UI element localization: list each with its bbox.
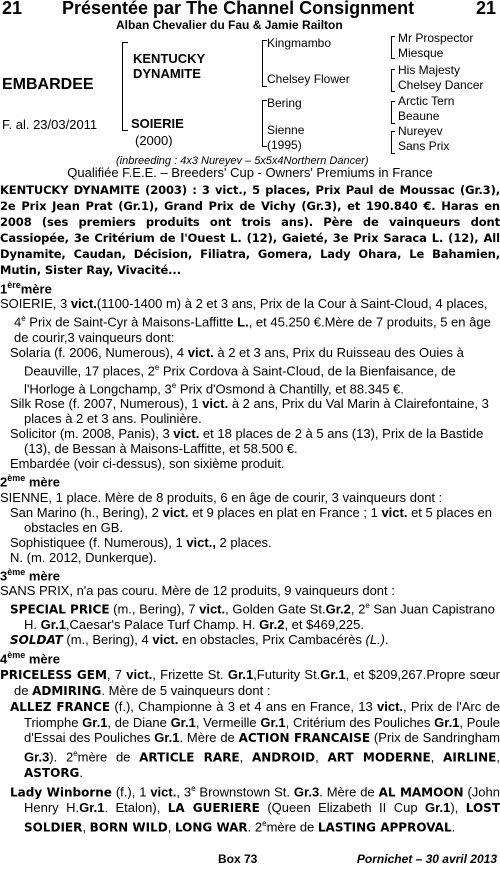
produce-embardee: Embardée (voir ci-dessus), son sixième produit. xyxy=(10,456,285,472)
box-number: Box 73 xyxy=(218,852,258,866)
ggp-7: Nureyev xyxy=(398,124,443,138)
sire-paragraph: KENTUCKY DYNAMITE (2003) : 3 vict., 5 places, Prix Paul de Moussac (Gr.3), 2e Prix Jean Prat (Gr.1), Grand Prix de Vichy (Gr.3), et 190.840 €. Haras en 2008 (ses premiers produits ont trois ans). Père de vainqueurs dont Cassiopée, 3e Critérium de l'Ouest L. (12), Gaieté, 3e Prix Saraca L. (12), All Dynamite, Caudan, Décision, Filiatra, Gomera, Lady Ohara, Le Bahamien, Mutin, Sister Ray, Vivacité... xyxy=(0,183,500,277)
granddam-1: Bering xyxy=(267,96,302,110)
produce-lady-winborne: Lady Winborne (f.), 1 vict., 3e Brownstown St. Gr.3. Mère de AL MAMOON (John Henry H.Gr.1. Etalon), LA GUERIERE (Queen Elizabeth II Cup Gr.1), LOST SOLDIER, BORN WILD, LONG WAR. 2emère de LASTING APPROVAL. xyxy=(10,783,500,835)
sale-place-date: Pornichet – 30 avril 2013 xyxy=(356,852,497,866)
produce-n-2012: N. (m. 2012, Dunkerque). xyxy=(10,549,157,565)
produce-allez-france: ALLEZ FRANCE (f.), Championne à 3 et 4 ans en France, 13 vict., Prix de l'Arc de Triomphe Gr.1, de Diane Gr.1, Vermeille Gr.1, Critérium des Pouliches Gr.1, Poule d'Essai des Pouliches Gr.1. Mère de ACTION FRANCAISE (Prix de Sandringham Gr.3). 2emère de ARTICLE RARE, ANDROID, ART MODERNE, AIRLINE, ASTORG. xyxy=(10,698,500,780)
dam-soierie-record: SOIERIE, 3 vict.(1100-1400 m) à 2 et 3 ans, Prix de la Cour à Saint-Cloud, 4 places, 4e Prix de Saint-Cyr à Maisons-Laffitte L., et 45.250 €.Mère de 7 produits, 5 en âge de courir,3 vainqueurs dont: xyxy=(0,296,491,345)
ggp-8: Sans Prix xyxy=(398,139,450,153)
dam-sienne-record: SIENNE, 1 place. Mère de 8 produits, 6 en âge de courir, 3 vainqueurs dont : xyxy=(0,489,443,505)
dam-year: (2000) xyxy=(135,133,173,148)
sire-name-line2: DYNAMITE xyxy=(133,66,201,81)
ggp-1: Mr Prospector xyxy=(398,31,474,45)
ggp-6: Beaune xyxy=(398,109,440,123)
ggp-4: Chelsey Dancer xyxy=(398,78,484,92)
section-first-dam: 1èremère xyxy=(0,280,52,297)
lot-number-right: 21 xyxy=(475,0,496,18)
section-fourth-dam: 4ème mère xyxy=(0,650,60,667)
grandsire-2: Chelsey Flower xyxy=(267,72,350,86)
catalogue-body xyxy=(0,165,500,836)
inbreeding-note: (inbreeding : 4x3 Nureyev – 5x5x4Northern Dancer) xyxy=(116,155,369,167)
sire-name-line1: KENTUCKY xyxy=(133,51,206,66)
produce-silk-rose: Silk Rose (f. 2007, Numerous), 1 vict. à 2 ans, Prix du Val Marin à Clairefontaine, 3 places à 2 et 3 ans. Poulinière. xyxy=(10,396,489,427)
dam-sans-prix-record: SANS PRIX, n'a pas couru. Mère de 12 produits, 9 vainqueurs dont : xyxy=(0,582,395,598)
produce-sophistiquee: Sophistiquee (f. Numerous), 1 vict., 2 places. xyxy=(10,534,272,550)
consignor-subtitle: Alban Chevalier du Fau & Jamie Railton xyxy=(116,18,343,32)
section-second-dam: 2ème mère xyxy=(0,473,60,490)
granddam-2-year: (1995) xyxy=(267,138,302,152)
dam-name: SOIERIE xyxy=(131,116,184,131)
produce-solicitor: Solicitor (m. 2008, Panis), 3 vict. et 18 places de 2 à 5 ans (13), Prix de la Bastide (13), de Bessan à Maisons-Laffitte, et 58.500 €. xyxy=(10,426,484,457)
section-third-dam: 3ème mère xyxy=(0,566,60,583)
dam-priceless-gem-record: PRICELESS GEM, 7 vict., Frizette St. Gr.1,Futurity St.Gr.1, et $209,267.Propre sœur de ADMIRING. Mère de 5 vainqueurs dont : xyxy=(0,666,500,698)
produce-soldat: SOLDAT (m., Bering), 4 vict. en obstacles, Prix Cambacérès (L.). xyxy=(10,632,389,648)
horse-info: F. al. 23/03/2011 xyxy=(2,117,98,132)
ggp-5: Arctic Tern xyxy=(398,94,455,108)
qualification: Qualifiée F.E.E. – Breeders' Cup - Owners' Premiums in France xyxy=(67,165,433,180)
grandsire-1: Kingmambo xyxy=(267,36,332,50)
lot-number-left: 21 xyxy=(2,0,23,18)
produce-solaria: Solaria (f. 2006, Numerous), 4 vict. à 2 et 3 ans, Prix du Ruisseau des Ouies à Deauville, 17 places, 2e Prix Cordova à Saint-Cloud, de la Bienfaisance, de l'Horloge à Longchamp, 3e Prix d'Osmond à Chantilly, et 88.345 €. xyxy=(10,344,464,397)
ggp-2: Miesque xyxy=(398,46,444,60)
granddam-2: Sienne xyxy=(267,123,305,137)
page-title: Présentée par The Channel Consignment xyxy=(62,0,415,18)
produce-san-marino: San Marino (h., Bering), 2 vict. et 9 places en plat en France ; 1 vict. et 5 places en obstacles en GB. xyxy=(10,504,493,535)
ggp-3: His Majesty xyxy=(398,63,461,77)
horse-name: EMBARDEE xyxy=(2,76,94,93)
produce-special-price: SPECIAL PRICE (m., Bering), 7 vict., Golden Gate St.Gr.2, 2e San Juan Capistrano H. Gr.1,Caesar's Palace Turf Champ. H. Gr.2, et $469,225. xyxy=(10,600,495,633)
